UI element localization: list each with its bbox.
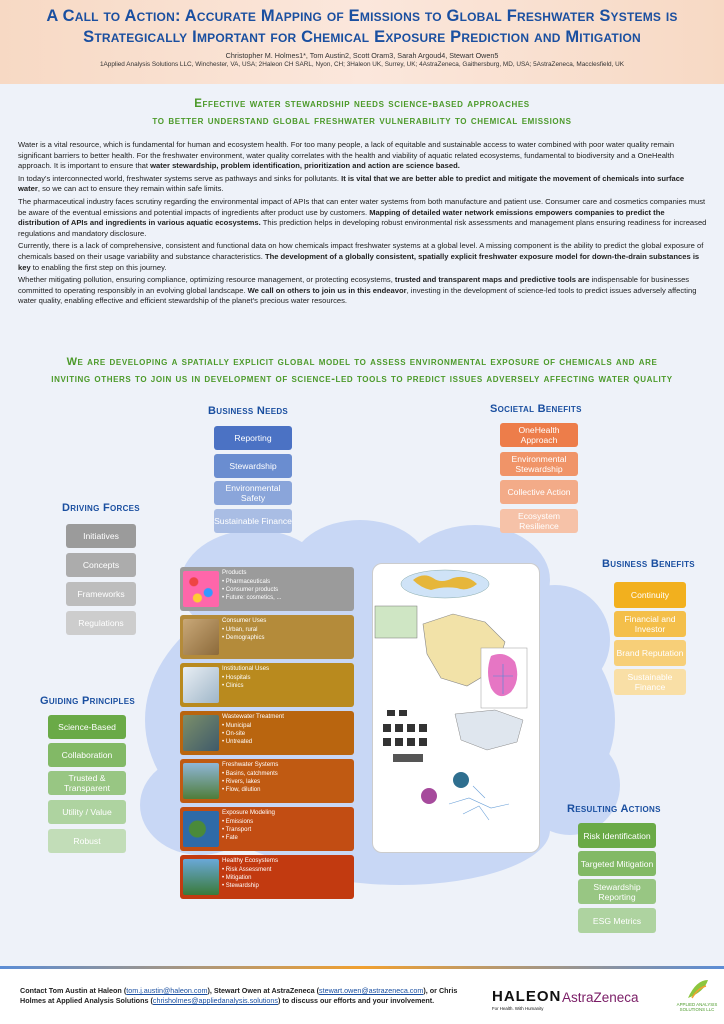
resulting-actions-title: Resulting Actions xyxy=(567,803,661,815)
p1-bold: water stewardship, problem identification, prioritization and action are science based. xyxy=(150,161,460,171)
poster-header xyxy=(0,0,724,84)
panel-list: • Emissions • Transport • Fate xyxy=(222,819,254,841)
business-need-item: Stewardship xyxy=(214,454,292,478)
panel-list: • Hospitals • Clinics xyxy=(222,675,251,689)
panel-item: Fate xyxy=(225,835,238,841)
panel-item: Emissions xyxy=(225,819,254,825)
societal-benefits-title: Societal Benefits xyxy=(490,403,582,415)
panel-title: Consumer Uses xyxy=(222,617,267,624)
p2-end: , so we can act to ensure they remain within safe limits. xyxy=(37,184,224,194)
business-benefit-item: Financial and Investor xyxy=(614,611,686,637)
intro-heading-line1: Effective water stewardship needs science-based approaches xyxy=(194,98,530,110)
panel-list: • Risk Assessment • Mitigation • Stewardship xyxy=(222,867,272,889)
contact-part: ), or Chris Holmes at Applied Analysis Solutions ( xyxy=(20,986,458,1005)
poster-title-line2: Strategically Important for Chemical Exposure Prediction and Mitigation xyxy=(83,28,641,46)
panel-list: • Basins, catchments • Rivers, lakes • Flow, dilution xyxy=(222,771,278,793)
societal-benefit-item: Collective Action xyxy=(500,480,578,504)
model-heading-line2: inviting others to join us in development of science-led tools to predict issues adversely affecting water quality xyxy=(51,373,673,385)
business-need-item: Reporting xyxy=(214,426,292,450)
map-illustration xyxy=(372,563,540,853)
resulting-action-item: Risk Identification xyxy=(578,823,656,848)
panel-item: Urban, rural xyxy=(225,627,258,633)
model-diagram xyxy=(0,395,724,965)
flow-panel-consumer-uses xyxy=(180,615,354,659)
intro-heading-line2: to better understand global freshwater vulnerability to chemical emissions xyxy=(152,115,572,127)
business-benefit-item: Sustainable Finance xyxy=(614,669,686,695)
contact-text xyxy=(20,986,476,1006)
contact-part: Contact Tom Austin at Haleon ( xyxy=(20,986,127,995)
footer xyxy=(0,966,724,1024)
panel-item: Consumer products xyxy=(225,587,279,593)
p4-text: Currently, there is a lack of comprehensive, consistent and functional data on how chemicals impact freshwater systems at a global level. A missing component is the ability to predict the global exposure of chemicals based on their usage variability and substance characteristics. xyxy=(18,241,704,261)
consumer-image xyxy=(183,619,219,655)
resulting-action-item: Stewardship Reporting xyxy=(578,879,656,904)
flow-panel-healthy-ecosystems xyxy=(180,855,354,899)
flow-panel-wastewater xyxy=(180,711,354,755)
societal-benefit-item: Environmental Stewardship xyxy=(500,452,578,476)
p3-end: This prediction helps in developing robust environmental risk assessments and management plans ensuring readiness for increased regulations and mandatory disclosure. xyxy=(18,218,707,238)
guiding-principle-item: Science-Based xyxy=(48,715,126,739)
panel-title: Exposure Modeling xyxy=(222,809,275,816)
guiding-principle-item: Utility / Value xyxy=(48,800,126,824)
guiding-principle-item: Trusted & Transparent xyxy=(48,771,126,795)
p5-text: Whether mitigating pollution, ensuring compliance, optimizing resource management, or protecting ecosystems, xyxy=(18,275,395,285)
pie-icon xyxy=(453,772,469,788)
authors: Christopher M. Holmes1*, Tom Austin2, Scott Oram3, Sarah Argoud4, Stewart Owen5 xyxy=(225,51,499,60)
panel-list: • Urban, rural • Demographics xyxy=(222,627,265,641)
paragraph-2 xyxy=(18,174,708,195)
contact-part: ), Stewart Owen at AstraZeneca ( xyxy=(207,986,320,995)
panel-item: Future: cosmetics, ... xyxy=(225,595,282,601)
haleon-tagline: For Health. With Humanity xyxy=(492,1006,544,1011)
paragraph-4 xyxy=(18,241,708,273)
guiding-principle-item: Robust xyxy=(48,829,126,853)
resulting-action-item: ESG Metrics xyxy=(578,908,656,933)
panel-item: Clinics xyxy=(225,683,244,689)
email-link-aas[interactable]: chrisholmes@appliedanalysis.solutions xyxy=(152,996,279,1005)
panel-list: • Pharmaceuticals • Consumer products • Future: cosmetics, ... xyxy=(222,579,282,601)
haleon-logo: HALEON xyxy=(492,988,562,1005)
panel-item: Demographics xyxy=(225,635,265,641)
societal-benefit-item: OneHealth Approach xyxy=(500,423,578,447)
panel-item: Flow, dilution xyxy=(225,787,261,793)
guiding-principles-title: Guiding Principles xyxy=(40,695,136,707)
business-benefit-item: Continuity xyxy=(614,582,686,608)
paragraph-1 xyxy=(18,140,708,172)
intro-heading xyxy=(0,96,724,130)
river-network xyxy=(449,786,509,820)
flow-panel-freshwater xyxy=(180,759,354,803)
p1-text: Water is a vital resource, which is fundamental for human and ecosystem health. For too many people, a lack of equitable and sustainable access to water combined with poor water quality remain significant barriers to better health. For the freshwater environment, water quality correlates with the health and viability of aquatic related ecosystems, fundamental to biodiversity and a OneHealth approach. It is important to ensure that xyxy=(18,140,675,171)
driving-force-item: Concepts xyxy=(66,553,136,577)
panel-item: Rivers, lakes xyxy=(225,779,261,785)
poster-title-line1: A Call to Action: Accurate Mapping of Emissions to Global Freshwater Systems is xyxy=(46,7,678,25)
guiding-principle-item: Collaboration xyxy=(48,743,126,767)
resulting-action-item: Targeted Mitigation xyxy=(578,851,656,876)
map-graphics xyxy=(373,564,541,854)
email-link-astrazeneca[interactable]: stewart.owen@astrazeneca.com xyxy=(319,986,424,995)
panel-item: Mitigation xyxy=(225,875,252,881)
panel-item: Stewardship xyxy=(225,883,259,889)
aas-logo-text: APPLIED ANALYSIS SOLUTIONS LLC xyxy=(676,1002,718,1012)
p5-mid: indispensable for businesses committed to operating responsibly in an evolving global landscape. xyxy=(18,275,690,295)
panel-item: Hospitals xyxy=(225,675,251,681)
p2-text: In today's interconnected world, freshwater systems serve as pathways and sinks for pollutants. xyxy=(18,173,342,183)
flow-panel-exposure-modeling xyxy=(180,807,354,851)
footer-divider xyxy=(0,966,724,969)
business-benefits-title: Business Benefits xyxy=(602,558,695,570)
hospital-image xyxy=(183,667,219,703)
driving-forces-title: Driving Forces xyxy=(62,502,140,514)
driving-force-item: Regulations xyxy=(66,611,136,635)
p5-bold: trusted and transparent maps and predictive tools are xyxy=(394,275,590,285)
aas-logo-icon xyxy=(686,978,710,1000)
wastewater-image xyxy=(183,715,219,751)
ecosystem-image xyxy=(183,859,219,895)
panel-item: Basins, catchments xyxy=(225,771,278,777)
panel-title: Healthy Ecosystems xyxy=(222,857,279,864)
societal-benefit-item: Ecosystem Resilience xyxy=(500,509,578,533)
email-link-haleon[interactable]: tom.j.austin@haleon.com xyxy=(126,986,208,995)
panel-item: Pharmaceuticals xyxy=(225,579,271,585)
model-heading xyxy=(0,354,724,388)
flow-panel-institutional-uses xyxy=(180,663,354,707)
astrazeneca-logo: AstraZeneca xyxy=(562,990,639,1005)
model-heading-line1: We are developing a spatially explicit global model to assess environmental exposure of chemicals and are xyxy=(66,356,658,368)
affiliations: 1Applied Analysis Solutions LLC, Winchester, VA, USA; 2Haleon CH SARL, Nyon, CH; 3Haleon UK, Surrey, UK; 4AstraZeneca, Gaithersburg, MD, USA; 5AstraZeneca, Macclesfield, UK xyxy=(99,61,625,68)
network-map xyxy=(455,710,523,750)
panel-title: Products xyxy=(222,569,247,576)
river-image xyxy=(183,763,219,799)
pie-icon xyxy=(421,788,437,804)
panel-item: Untreated xyxy=(225,739,253,745)
p4-bold: The development of a globally consistent, spatially explicit freshwater exposure model for down-the-drain substances is key xyxy=(18,251,700,272)
p5-end: , investing in the development of science-led tools to predict issues adversely affecting water quality, enabling effective and efficient stewardship of the planet's precious water resources. xyxy=(18,285,697,306)
facility-icons xyxy=(383,710,427,762)
panel-item: On-site xyxy=(225,731,246,737)
driving-force-item: Frameworks xyxy=(66,582,136,606)
pills-image xyxy=(183,571,219,607)
panel-title: Freshwater Systems xyxy=(222,761,279,768)
p4-end: to enabling the first step on this journey. xyxy=(30,262,167,272)
panel-list: • Municipal • On-site • Untreated xyxy=(222,723,253,745)
panel-item: Transport xyxy=(225,827,252,833)
p2-bold: It is vital that we are better able to predict and mitigate the movement of chemicals into surface water xyxy=(18,173,685,194)
region-map xyxy=(375,606,417,638)
p3-text: The pharmaceutical industry faces scrutiny regarding the environmental impact of APIs that can enter water systems from both manufacture and patient use. Consumer care and cosmetics companies must be aware of the eventual emissions and potential impacts of ingredients after product use by customers. xyxy=(18,196,706,217)
business-benefit-item: Brand Reputation xyxy=(614,640,686,666)
driving-force-item: Initiatives xyxy=(66,524,136,548)
business-need-item: Sustainable Finance xyxy=(214,509,292,533)
panel-title: Wastewater Treatment xyxy=(222,713,285,720)
panel-item: Municipal xyxy=(225,723,252,729)
intro-body xyxy=(18,140,708,309)
panel-title: Institutional Uses xyxy=(222,665,270,672)
contact-part: ) to discuss our efforts and your involvement. xyxy=(278,996,435,1005)
panel-item: Risk Assessment xyxy=(225,867,272,873)
paragraph-3 xyxy=(18,197,708,239)
globe-image xyxy=(183,811,219,847)
business-need-item: Environmental Safety xyxy=(214,481,292,505)
p5-bold2: We call on others to join us in this endeavor xyxy=(247,285,407,295)
flow-panel-products xyxy=(180,567,354,611)
p3-bold: Mapping of detailed water network emissions empowers companies to predict the distribution of APIs and ingredients in various aquatic ecosystems. xyxy=(18,207,665,228)
business-needs-title: Business Needs xyxy=(208,405,289,417)
paragraph-5 xyxy=(18,275,708,307)
